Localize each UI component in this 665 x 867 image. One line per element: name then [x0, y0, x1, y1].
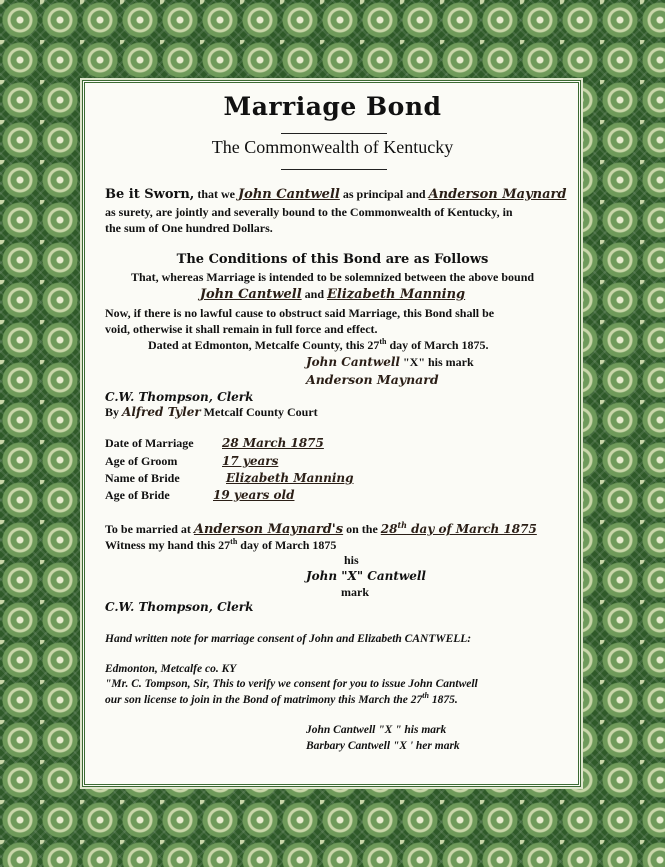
- signature-surety: Anderson Maynard: [306, 372, 439, 387]
- intro-lead: Be it Sworn,: [105, 187, 195, 202]
- conditions-line-3: Now, if there is no lawful cause to obstruct said Marriage, this Bond shall be: [105, 306, 495, 320]
- marriage-date-sup: th: [397, 520, 407, 530]
- witness-suffix: day of March 1875: [237, 538, 337, 552]
- deputy-name: Alfred Tyler: [122, 405, 201, 419]
- intro-line-3: the sum of One hundred Dollars.: [105, 221, 273, 235]
- dated-sup: th: [379, 337, 387, 346]
- witness-prefix: Witness my hand this 27: [105, 538, 231, 552]
- document-title: Marriage Bond: [223, 92, 442, 121]
- dated-line: [148, 338, 489, 353]
- parties-and: and: [301, 287, 328, 301]
- detail-label-bride-age: Age of Bride: [105, 488, 170, 502]
- document-subtitle: The Commonwealth of Kentucky: [211, 137, 454, 157]
- marriage-date-rest: day of March 1875: [406, 522, 537, 536]
- marriage-place: Anderson Maynard's: [193, 522, 344, 537]
- clerk-name-2: C.W. Thompson, Clerk: [105, 600, 254, 614]
- signature-groom-mark: "X" his mark: [399, 355, 474, 369]
- clerk-court: Metcalf County Court: [200, 405, 318, 419]
- marriage-date-day: 28: [380, 522, 398, 536]
- surety-name: Anderson Maynard: [428, 187, 567, 202]
- detail-value-date: 28 March 1875: [222, 436, 324, 450]
- intro-line-2: as surety, are jointly and severally bound to the Commonwealth of Kentucky, in: [105, 205, 513, 219]
- detail-value-bride-age: 19 years old: [213, 488, 295, 502]
- note-line-2: [105, 691, 458, 706]
- note-signature-1: John Cantwell "X " his mark: [306, 724, 447, 736]
- witness-sup: th: [230, 537, 238, 546]
- principal-label: as principal and: [339, 187, 429, 201]
- clerk-name: C.W. Thompson, Clerk: [105, 390, 254, 404]
- note-heading: Hand written note for marriage consent of John and Elizabeth CANTWELL:: [105, 633, 472, 645]
- conditions-heading: The Conditions of this Bond are as Follows: [176, 252, 489, 267]
- clerk-by-prefix: By: [105, 405, 123, 419]
- principal-name: John Cantwell: [238, 187, 340, 202]
- detail-label-groom-age: Age of Groom: [105, 454, 178, 468]
- mark-his: his: [344, 553, 359, 567]
- title-rule-bottom: [281, 169, 387, 170]
- clerk-by-line: [105, 405, 318, 420]
- bride-name: Elizabeth Manning: [327, 287, 466, 302]
- note-line-2-prefix: our son license to join in the Bond of matrimony this March the 27: [105, 694, 423, 706]
- mark-label: mark: [341, 585, 369, 599]
- detail-value-groom-age: 17 years: [222, 454, 279, 468]
- marriage-date: [381, 522, 537, 536]
- detail-label-bride-name: Name of Bride: [105, 471, 180, 485]
- note-place: Edmonton, Metcalfe co. KY: [105, 663, 237, 675]
- intro-line-1: [105, 187, 566, 202]
- marriage-place-line: [105, 522, 537, 537]
- note-signature-2: Barbary Cantwell "X ' her mark: [306, 740, 460, 752]
- witness-line: [105, 538, 336, 553]
- marriage-on: on the: [343, 522, 381, 536]
- signature-groom: [306, 355, 474, 370]
- conditions-line-4: void, otherwise it shall remain in full force and effect.: [105, 322, 378, 336]
- detail-value-bride-name: Elizabeth Manning: [226, 471, 354, 485]
- mark-name: John "X" Cantwell: [306, 569, 426, 583]
- dated-suffix: day of March 1875.: [386, 338, 489, 352]
- groom-name: John Cantwell: [199, 287, 302, 302]
- title-rule-top: [281, 133, 387, 134]
- detail-label-date: Date of Marriage: [105, 436, 194, 450]
- note-line-1: "Mr. C. Tompson, Sir, This to verify we consent for you to issue John Cantwell: [105, 678, 478, 690]
- dated-prefix: Dated at Edmonton, Metcalfe County, this 27: [148, 338, 380, 352]
- note-line-2-suffix: 1875.: [428, 694, 458, 706]
- signature-groom-name: John Cantwell: [306, 355, 400, 369]
- intro-we: that we: [194, 187, 239, 201]
- note-line-2-sup: th: [422, 691, 429, 701]
- marriage-prefix: To be married at: [105, 522, 194, 536]
- conditions-line-1: That, whereas Marriage is intended to be solemnized between the above bound: [130, 270, 535, 284]
- conditions-parties: [0, 287, 665, 302]
